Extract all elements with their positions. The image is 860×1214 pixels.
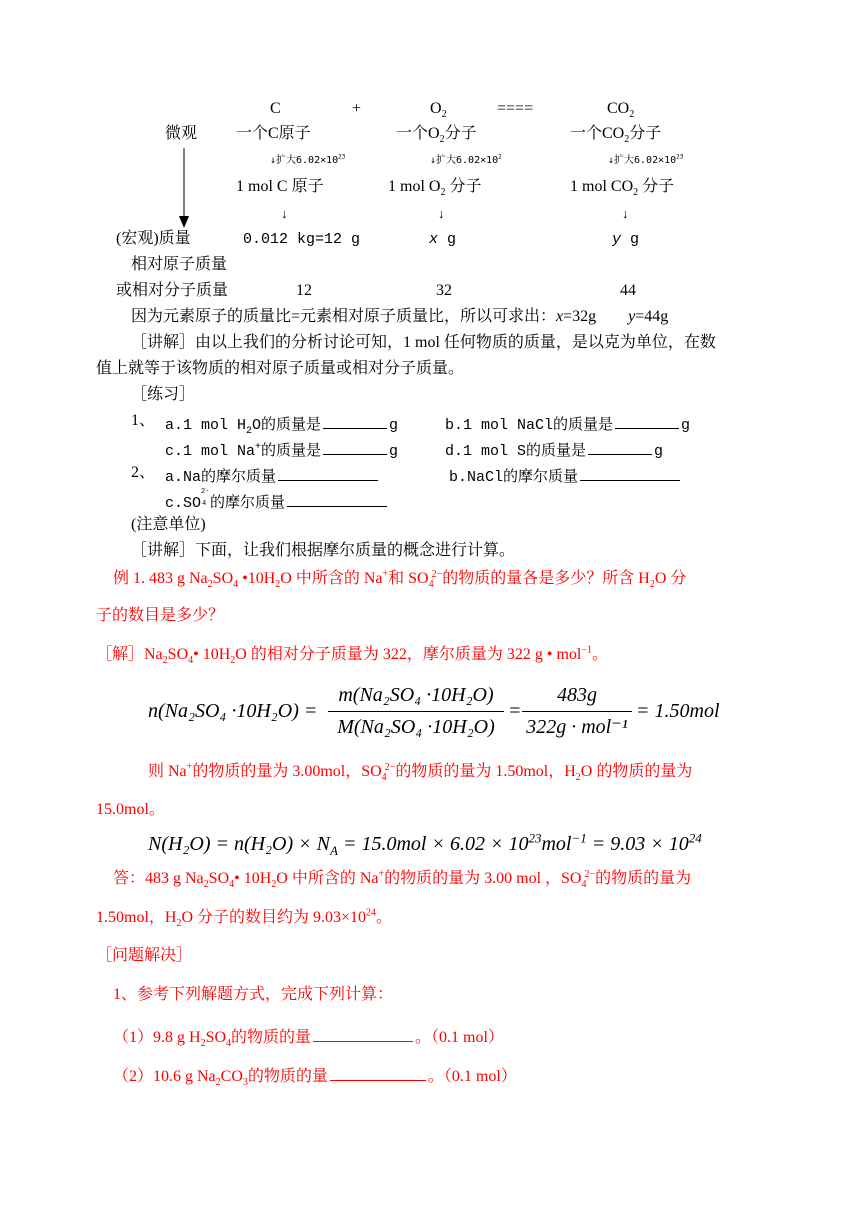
- practice-q1d: d.1 mol S的质量是 g: [445, 439, 663, 459]
- eq2: $N(H_2O) = n(H_2O) \times N_A = 15.0mol \times 6.02 \times 10^{23}mol^{-1} = 9.03 \times 10^{24}$: [148, 830, 702, 858]
- expand-co2: ↓扩大$6.02\times 10^{23}$: [608, 153, 684, 166]
- answer-blank[interactable]: [278, 465, 378, 481]
- practice-heading: ［练习］: [131, 386, 196, 403]
- problem-heading: ［问题解决］: [96, 947, 193, 964]
- mol-c: 1 mol C 原子: [236, 178, 324, 195]
- eq1-denominator: M(Na₂SO₄ ·10H₂O): [337, 716, 495, 738]
- practice-q2a: a.Na的摩尔质量: [165, 465, 380, 485]
- practice-q1a: a.1 mol $H_2O$的质量是 g: [165, 413, 398, 433]
- expand-o2: ↓扩大$6.02\times 10^2$: [430, 153, 502, 166]
- micro-c: 一个C原子: [236, 125, 311, 142]
- arrow-co2: ↓: [622, 206, 629, 221]
- practice-q2-num: 2、: [131, 464, 156, 481]
- formula-equals: ====: [497, 100, 534, 117]
- answer-blank[interactable]: [580, 465, 680, 481]
- practice-q1b: b.1 mol NaCl的质量是 g: [445, 413, 690, 433]
- answer-blank[interactable]: [615, 413, 679, 429]
- problem-1b: （2）10.6 g $Na_2CO_3$的物质的量 。（0.1 mol）: [113, 1065, 517, 1085]
- eq1-fraction-bar2: [522, 711, 632, 712]
- practice-q2c: c.SO 2- 4 的摩尔质量: [165, 491, 389, 511]
- formula-o2: $O_2$: [430, 100, 447, 121]
- micro-label: 微观: [165, 125, 198, 142]
- eq1-numerator: m(Na₂SO₄ ·10H₂O): [338, 684, 494, 706]
- then-line2: 15.0mol。: [96, 801, 165, 818]
- solution-line: ［解$]Na_2SO_4•$ $10H_2O$ 的相对分子质量为 322，摩尔质量为 322 g • mol$^{-1}$。: [96, 644, 608, 667]
- lecture1-line2: 值上就等于该物质的相对原子质量或相对分子质量。: [96, 360, 465, 377]
- relative-atomic-mass-label: 相对原子质量: [131, 256, 228, 273]
- practice-q1-num: 1、: [131, 412, 156, 429]
- mol-o2: 1 mol $O_2$ 分子: [388, 178, 482, 199]
- example-line1: 例 1. 483 g $Na_2SO_4$ $•10H_2O$ 中所含的 Na+和 $SO_4^{2-}$的物质的量各是多少？所含 $H_2O$ 分: [113, 568, 687, 591]
- eq1-equals: =: [508, 700, 522, 722]
- answer-blank[interactable]: [313, 1026, 413, 1042]
- formula-co2: $CO_2$: [607, 100, 635, 121]
- answer-blank[interactable]: [330, 1065, 426, 1081]
- relative-molecular-mass-label: 或相对分子质量: [116, 282, 229, 299]
- micro-o2: 一个$O_2$分子: [396, 125, 477, 146]
- expand-c: ↓扩大$6.02\times 10^{23}$: [270, 153, 346, 166]
- formula-plus: +: [352, 100, 362, 117]
- practice-q1c: c.1 mol Na+的质量是 g: [165, 439, 398, 459]
- rel-o2: 32: [436, 282, 452, 299]
- macro-mass-label: (宏观)质量: [116, 230, 191, 247]
- problem-1a: （1）9.8 g $H_2SO_4$的物质的量 。（0.1 mol）: [113, 1026, 504, 1046]
- practice-q2b: b.NaCl的摩尔质量: [449, 465, 682, 485]
- answer-blank[interactable]: [588, 439, 652, 455]
- mass-co2: y g: [612, 231, 640, 248]
- arrow-o2: ↓: [438, 206, 445, 221]
- micro-macro-arrow: [178, 148, 190, 230]
- answer-line2: 1.50mol，$H_2O$ 分子的数目约为 $9.03\times 10^{24}$。: [96, 907, 393, 930]
- answer-blank[interactable]: [323, 439, 387, 455]
- eq1-numerator2: 483g: [557, 684, 597, 706]
- mass-c: 0.012 kg=12 g: [243, 231, 361, 248]
- rel-co2: 44: [620, 282, 636, 299]
- rel-c: 12: [296, 282, 312, 299]
- answer-blank[interactable]: [323, 413, 387, 429]
- eq1-denominator2: 322g · mol⁻¹: [526, 716, 628, 738]
- micro-co2: 一个$CO_2$分子: [570, 125, 662, 146]
- example-line2: 子的数目是多少？: [96, 607, 225, 624]
- eq1-lhs: n(Na₂SO₄ ·10H₂O) =: [148, 700, 318, 722]
- conclusion-line: 因为元素原子的质量比=元素相对原子质量比，所以可求出：x=32g y=44g: [131, 308, 669, 325]
- formula-c: C: [270, 100, 281, 117]
- lecture2: ［讲解］下面，让我们根据摩尔质量的概念进行计算。: [131, 542, 516, 559]
- answer-blank[interactable]: [287, 491, 387, 507]
- lecture1-line1: ［讲解］由以上我们的分析讨论可知，1 mol 任何物质的质量，是以克为单位，在数: [131, 334, 716, 351]
- eq1-result: = 1.50mol: [636, 700, 720, 722]
- then-line1: 则 Na+的物质的量为 3.00mol，$SO_4^{2-}$的物质的量为 1.50mol，$H_2O$ 的物质的量为: [148, 761, 693, 784]
- arrow-c: ↓: [281, 206, 288, 221]
- eq1-fraction-bar: [328, 711, 504, 712]
- mass-o2: x g: [429, 231, 457, 248]
- practice-note: (注意单位): [131, 516, 206, 533]
- mol-co2: 1 mol $CO_2$ 分子: [570, 178, 675, 199]
- problem-1: 1、参考下列解题方式，完成下列计算：: [113, 986, 394, 1003]
- answer-line1: 答：483 g $Na_2SO_4•$ $10H_2O$ 中所含的 Na+的物质的量为 3.00 mol ，$SO_4^{2-}$的物质的量为: [113, 868, 692, 891]
